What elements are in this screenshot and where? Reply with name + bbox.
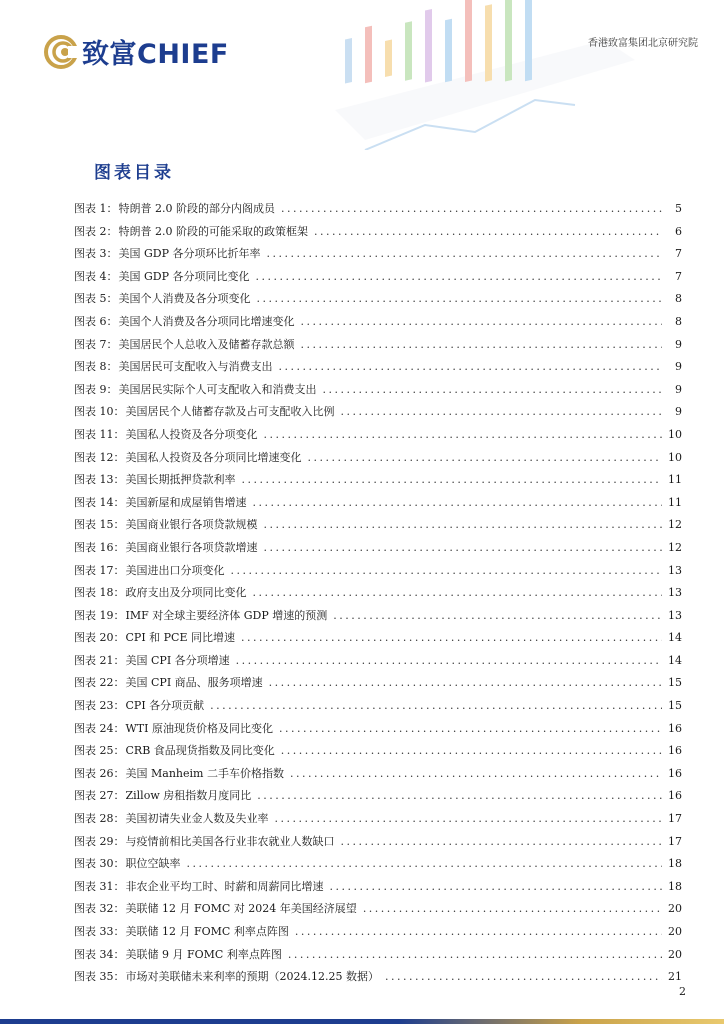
- toc-entry[interactable]: [74, 742, 682, 765]
- toc-entry-page: 21: [668, 970, 682, 984]
- toc-entry-title: WTI 原油现货价格及同比变化: [125, 721, 273, 735]
- toc-entry-title: 美国商业银行各项贷款增速: [125, 540, 258, 554]
- toc-entry-title: CPI 和 PCE 同比增速: [125, 631, 236, 645]
- toc-entry-title: 非农企业平均工时、时薪和周薪同比增速: [125, 879, 324, 893]
- toc-entry-page: 8: [675, 292, 682, 306]
- toc-entry[interactable]: [74, 471, 682, 494]
- toc-entry[interactable]: [74, 923, 682, 946]
- toc-entry-title: 美国私人投资及各分项变化: [125, 427, 258, 441]
- toc-dot-leader: [210, 699, 662, 712]
- toc-entry-title: 美国长期抵押贷款利率: [125, 473, 236, 487]
- toc-entry-number: 图表 14：: [74, 495, 125, 509]
- toc-entry-number: 图表 1：: [74, 202, 118, 215]
- toc-entry-page: 9: [675, 337, 682, 351]
- toc-entry-title: 美国 GDP 各分项环比折年率: [118, 247, 261, 261]
- toc-dot-leader: [333, 609, 662, 622]
- toc-entry-number: 图表 28：: [74, 812, 125, 826]
- toc-entry-number: 图表 19：: [74, 608, 125, 622]
- company-logo: [44, 32, 229, 71]
- toc-dot-leader: [236, 654, 662, 667]
- toc-dot-leader: [288, 948, 662, 961]
- toc-entry-page: 14: [668, 653, 682, 667]
- page-number: 2: [679, 985, 686, 998]
- toc-entry-number: 图表 20：: [74, 631, 125, 645]
- toc-entry[interactable]: [74, 810, 682, 833]
- toc-dot-leader: [295, 925, 662, 938]
- toc-dot-leader: [231, 564, 663, 577]
- toc-entry-title: 职位空缺率: [125, 857, 181, 871]
- toc-dot-leader: [341, 405, 663, 418]
- toc-entry-title: 美国 Manheim 二手车价格指数: [125, 766, 284, 780]
- toc-dot-leader: [363, 902, 662, 915]
- toc-entry[interactable]: [74, 290, 682, 313]
- toc-heading: 图表目录: [94, 163, 174, 183]
- toc-entry-page: 20: [668, 902, 682, 916]
- toc-entry-title: 美国新屋和成屋销售增速: [125, 495, 247, 509]
- toc-dot-leader: [385, 970, 662, 983]
- toc-entry-number: 图表 4：: [74, 269, 118, 283]
- toc-entry[interactable]: [74, 878, 682, 901]
- toc-dot-leader: [242, 473, 663, 486]
- toc-dot-leader: [256, 270, 662, 283]
- toc-entry-number: 图表 33：: [74, 925, 125, 938]
- toc-entry-title: 美国 CPI 商品、服务项增速: [125, 676, 263, 690]
- footer-divider: [0, 1019, 724, 1024]
- toc-entry-number: 图表 2：: [74, 224, 118, 238]
- toc-entry-title: 美国居民个人总收入及储蓄存款总额: [118, 337, 295, 351]
- toc-entry-number: 图表 8：: [74, 360, 118, 374]
- toc-entry-title: 美联储 12 月 FOMC 对 2024 年美国经济展望: [125, 902, 357, 916]
- toc-entry-page: 7: [675, 247, 682, 261]
- toc-dot-leader: [269, 676, 662, 689]
- toc-dot-leader: [275, 812, 663, 825]
- toc-entry-title: 美国居民可支配收入与消费支出: [118, 360, 273, 374]
- toc-entry-number: 图表 35：: [74, 970, 125, 984]
- brand-name: 致富CHIEF: [82, 39, 229, 70]
- toc-entry-title: CPI 各分项贡献: [125, 699, 205, 713]
- toc-entry-page: 17: [668, 812, 682, 826]
- toc-entry[interactable]: [74, 539, 682, 562]
- header-decoration-chart-image: [305, 0, 635, 150]
- toc-entry-number: 图表 26：: [74, 766, 125, 780]
- toc-entry-title: 特朗普 2.0 阶段的可能采取的政策框架: [118, 224, 308, 238]
- toc-dot-leader: [241, 631, 662, 644]
- toc-dot-leader: [301, 315, 663, 328]
- toc-entry-page: 12: [668, 518, 682, 532]
- toc-entry-title: 美国 CPI 各分项增速: [125, 653, 230, 667]
- toc-entry-page: 8: [675, 314, 682, 328]
- toc-entry[interactable]: [74, 674, 682, 697]
- toc-dot-leader: [267, 247, 662, 260]
- toc-entry-number: 图表 27：: [74, 789, 125, 803]
- toc-entry-title: CRB 食品现货指数及同比变化: [125, 744, 275, 758]
- toc-entry[interactable]: [74, 697, 682, 720]
- toc-entry-title: 美联储 12 月 FOMC 利率点阵图: [125, 925, 289, 938]
- toc-entry-page: 16: [668, 789, 682, 803]
- toc-entry-title: IMF 对全球主要经济体 GDP 增速的预测: [125, 608, 328, 622]
- toc-entry[interactable]: [74, 358, 682, 381]
- toc-entry[interactable]: [74, 426, 682, 449]
- toc-entry-page: 15: [668, 676, 682, 690]
- toc-entry-page: 20: [668, 947, 682, 961]
- toc-entry-number: 图表 12：: [74, 450, 125, 464]
- toc-entry[interactable]: [74, 787, 682, 810]
- toc-dot-leader: [281, 202, 662, 215]
- toc-entry-title: 美国个人消费及各分项变化: [118, 292, 251, 306]
- toc-dot-leader: [187, 857, 663, 870]
- toc-entry[interactable]: [74, 652, 682, 675]
- toc-entry-number: 图表 29：: [74, 834, 125, 848]
- toc-entry[interactable]: [74, 629, 682, 652]
- toc-entry-page: 13: [668, 586, 682, 600]
- toc-entry[interactable]: [74, 494, 682, 517]
- toc-entry-page: 5: [675, 202, 682, 215]
- toc-entry-number: 图表 18：: [74, 586, 125, 600]
- toc-entry-number: 图表 17：: [74, 563, 125, 577]
- toc-entry[interactable]: [74, 223, 682, 246]
- toc-entry[interactable]: [74, 720, 682, 743]
- toc-dot-leader: [264, 428, 663, 441]
- toc-entry-number: 图表 25：: [74, 744, 125, 758]
- toc-dot-leader: [257, 789, 662, 802]
- page-header: [0, 0, 724, 150]
- toc-dot-leader: [257, 292, 663, 305]
- toc-entry-number: 图表 3：: [74, 247, 118, 261]
- toc-entry-number: 图表 22：: [74, 676, 125, 690]
- toc-entry-title: 政府支出及分项同比变化: [125, 586, 247, 600]
- toc-entry-number: 图表 15：: [74, 518, 125, 532]
- toc-entry-title: 美国居民个人储蓄存款及占可支配收入比例: [125, 405, 335, 419]
- toc-entry[interactable]: [74, 968, 682, 991]
- toc-entry-page: 9: [675, 360, 682, 374]
- toc-entry-page: 15: [668, 699, 682, 713]
- toc-entry-title: 美国初请失业金人数及失业率: [125, 812, 269, 826]
- toc-entry-number: 图表 21：: [74, 653, 125, 667]
- toc-entry-number: 图表 16：: [74, 540, 125, 554]
- toc-entry-page: 9: [675, 405, 682, 419]
- toc-entry-page: 16: [668, 744, 682, 758]
- toc-entry[interactable]: [74, 268, 682, 291]
- toc-entry-title: 美国个人消费及各分项同比增速变化: [118, 314, 295, 328]
- toc-entry-number: 图表 13：: [74, 473, 125, 487]
- toc-dot-leader: [341, 835, 663, 848]
- toc-entry[interactable]: [74, 449, 682, 472]
- toc-dot-leader: [264, 541, 663, 554]
- toc-entry-number: 图表 32：: [74, 902, 125, 916]
- toc-entry-page: 12: [668, 540, 682, 554]
- toc-entry-page: 6: [675, 224, 682, 238]
- toc-entry-number: 图表 31：: [74, 879, 125, 893]
- toc-entry-page: 10: [668, 450, 682, 464]
- toc-entry-page: 18: [668, 857, 682, 871]
- toc-dot-leader: [281, 744, 662, 757]
- toc-dot-leader: [314, 225, 662, 238]
- toc-entry-title: 美国 GDP 各分项同比变化: [118, 269, 250, 283]
- toc-dot-leader: [290, 767, 662, 780]
- toc-entry-title: 美国商业银行各项贷款规模: [125, 518, 258, 532]
- toc-entry[interactable]: [74, 245, 682, 268]
- toc-entry-title: 美联储 9 月 FOMC 利率点阵图: [125, 947, 282, 961]
- toc-entry-number: 图表 7：: [74, 337, 118, 351]
- toc-entry[interactable]: [74, 833, 682, 856]
- toc-dot-leader: [301, 338, 663, 351]
- toc-entry-page: 11: [668, 473, 682, 487]
- toc-entry-number: 图表 6：: [74, 314, 118, 328]
- toc-entry-page: 14: [668, 631, 682, 645]
- toc-dot-leader: [253, 496, 663, 509]
- toc-dot-leader: [279, 360, 663, 373]
- toc-dot-leader: [330, 880, 663, 893]
- toc-entry-number: 图表 23：: [74, 699, 125, 713]
- toc-dot-leader: [279, 722, 662, 735]
- toc-dot-leader: [264, 518, 663, 531]
- toc-entry-page: 10: [668, 427, 682, 441]
- toc-entry-title: Zillow 房租指数月度同比: [125, 789, 252, 803]
- toc-entry[interactable]: [74, 855, 682, 878]
- toc-entry-number: 图表 30：: [74, 857, 125, 871]
- toc-entry-number: 图表 11：: [74, 427, 125, 441]
- toc-dot-leader: [253, 586, 663, 599]
- chief-logo-icon: [44, 35, 78, 69]
- toc-entry-page: 11: [668, 495, 682, 509]
- table-of-figures: [74, 200, 682, 991]
- toc-entry-page: 13: [668, 563, 682, 577]
- toc-entry[interactable]: [74, 381, 682, 404]
- toc-entry-number: 图表 34：: [74, 947, 125, 961]
- toc-entry-page: 20: [668, 925, 682, 938]
- toc-entry[interactable]: [74, 516, 682, 539]
- toc-entry-page: 16: [668, 766, 682, 780]
- toc-entry-number: 图表 24：: [74, 721, 125, 735]
- toc-entry[interactable]: [74, 584, 682, 607]
- toc-entry-title: 特朗普 2.0 阶段的部分内阁成员: [118, 202, 275, 215]
- toc-dot-leader: [308, 451, 663, 464]
- toc-entry-page: 16: [668, 721, 682, 735]
- toc-entry-number: 图表 9：: [74, 382, 118, 396]
- toc-entry-page: 13: [668, 608, 682, 622]
- toc-entry[interactable]: [74, 336, 682, 359]
- toc-entry-page: 17: [668, 834, 682, 848]
- toc-entry[interactable]: [74, 313, 682, 336]
- toc-dot-leader: [323, 383, 663, 396]
- toc-entry-number: 图表 10：: [74, 405, 125, 419]
- toc-entry[interactable]: [74, 200, 682, 223]
- toc-entry-title: 美国居民实际个人可支配收入和消费支出: [118, 382, 317, 396]
- toc-entry[interactable]: [74, 562, 682, 585]
- toc-entry[interactable]: [74, 900, 682, 923]
- toc-entry-title: 美国进出口分项变化: [125, 563, 225, 577]
- institute-name: 香港致富集团北京研究院: [588, 38, 698, 49]
- toc-entry-page: 7: [675, 269, 682, 283]
- toc-entry-page: 9: [675, 382, 682, 396]
- toc-entry-page: 18: [668, 879, 682, 893]
- toc-entry[interactable]: [74, 607, 682, 630]
- toc-entry-number: 图表 5：: [74, 292, 118, 306]
- toc-entry-title: 与疫情前相比美国各行业非农就业人数缺口: [125, 834, 335, 848]
- toc-entry[interactable]: [74, 946, 682, 969]
- toc-entry-title: 市场对美联储未来利率的预期（2024.12.25 数据）: [125, 970, 379, 984]
- toc-entry-title: 美国私人投资及各分项同比增速变化: [125, 450, 302, 464]
- toc-entry[interactable]: [74, 765, 682, 788]
- toc-entry[interactable]: [74, 403, 682, 426]
